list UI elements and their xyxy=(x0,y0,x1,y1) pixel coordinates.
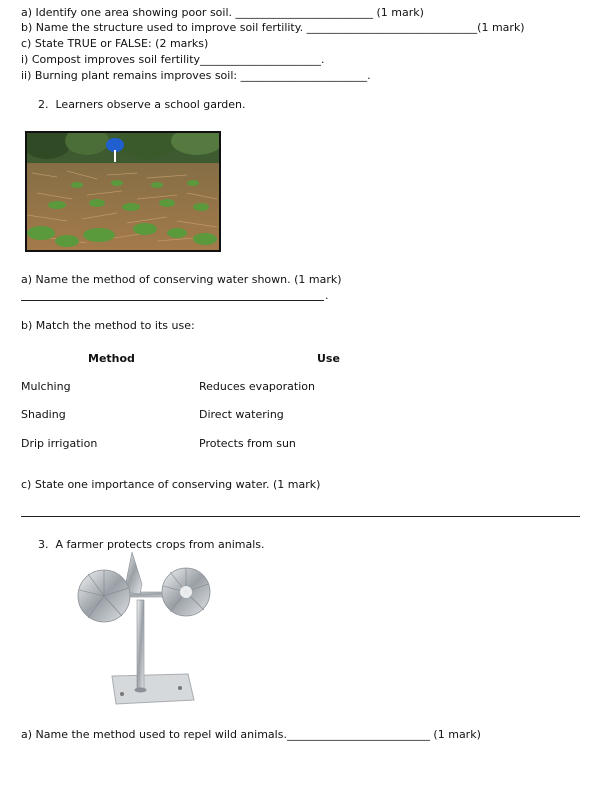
use-reduces-evaporation: Reduces evaporation xyxy=(199,380,315,393)
question-2-heading: 2. Learners observe a school garden. xyxy=(38,98,246,111)
answer-line-2a-end: . xyxy=(325,289,329,302)
statement-i-compost: i) Compost improves soil fertility______________________. xyxy=(21,53,325,66)
question-2a: a) Name the method of conserving water shown. (1 mark) xyxy=(21,273,342,286)
question-3a: a) Name the method used to repel wild animals.__________________________ (1 mark) xyxy=(21,728,481,741)
wind-repeller-device-image xyxy=(70,548,215,708)
table-header-use: Use xyxy=(317,352,340,365)
method-drip-irrigation: Drip irrigation xyxy=(21,437,98,450)
wind-repeller-illustration xyxy=(70,548,215,708)
question-a-poor-soil: a) Identify one area showing poor soil. _________________________ (1 mark) xyxy=(21,6,424,19)
answer-line-2a xyxy=(21,300,324,301)
method-shading: Shading xyxy=(21,408,66,421)
question-b-soil-fertility: b) Name the structure used to improve soil fertility. _______________________________(1 mark) xyxy=(21,21,525,34)
answer-line-2c xyxy=(21,516,580,517)
question-2c: c) State one importance of conserving water. (1 mark) xyxy=(21,478,321,491)
table-header-method: Method xyxy=(88,352,135,365)
question-c-true-false: c) State TRUE or FALSE: (2 marks) xyxy=(21,37,209,50)
school-garden-photo xyxy=(25,131,221,252)
question-3-heading: 3. A farmer protects crops from animals. xyxy=(38,538,265,551)
use-protects-from-sun: Protects from sun xyxy=(199,437,296,450)
method-mulching: Mulching xyxy=(21,380,71,393)
use-direct-watering: Direct watering xyxy=(199,408,284,421)
question-2b: b) Match the method to its use: xyxy=(21,319,195,332)
statement-ii-burning: ii) Burning plant remains improves soil: _______________________. xyxy=(21,69,371,82)
garden-illustration xyxy=(27,133,219,250)
